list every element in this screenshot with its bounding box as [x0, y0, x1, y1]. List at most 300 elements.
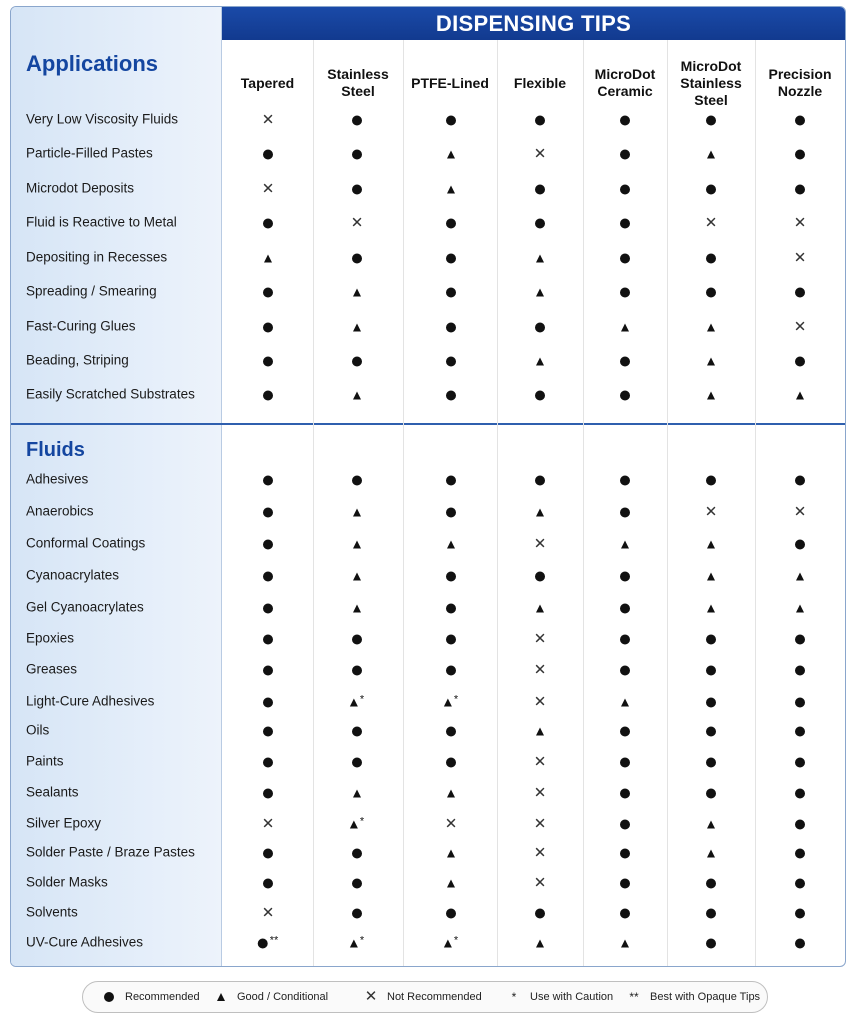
rating-cell	[620, 724, 630, 737]
row-label: Microdot Deposits	[26, 180, 135, 196]
legend-asterisk-symbol: *	[511, 990, 517, 1004]
rating-cell	[706, 786, 716, 799]
legend-item	[213, 982, 328, 1012]
row-label: Oils	[26, 722, 50, 738]
rating-cell	[621, 695, 629, 708]
good-conditional-triangle-icon	[447, 540, 455, 548]
recommended-dot-icon	[535, 115, 545, 125]
column-header: Flexible	[513, 74, 567, 91]
rating-cell	[795, 817, 805, 830]
good-conditional-triangle-icon	[447, 789, 455, 797]
good-conditional-triangle-icon	[447, 185, 455, 193]
recommended-dot-icon	[263, 218, 273, 228]
row-label: Greases	[26, 661, 78, 677]
rating-cell	[533, 661, 547, 679]
legend-item	[101, 982, 200, 1012]
rating-cell	[446, 251, 456, 264]
rating-cell	[533, 693, 547, 711]
good-conditional-triangle-icon	[353, 604, 361, 612]
recommended-dot-icon	[446, 603, 456, 613]
recommended-dot-icon	[620, 149, 630, 159]
recommended-dot-icon	[446, 322, 456, 332]
rating-cell	[446, 505, 456, 518]
rating-cell	[533, 874, 547, 892]
good-conditional-triangle-icon	[621, 698, 629, 706]
legend-label: Use with Caution	[530, 991, 614, 1003]
recommended-dot-icon	[795, 287, 805, 297]
rating-cell	[263, 846, 273, 859]
caution-asterisk-note: **	[269, 934, 279, 947]
row-label: Silver Epoxy	[26, 815, 102, 831]
rating-cell	[795, 936, 805, 949]
rating-cell	[353, 569, 361, 582]
rating-cell	[447, 876, 455, 889]
good-conditional-triangle-icon	[536, 939, 544, 947]
legend-item	[363, 982, 482, 1012]
rating-cell	[353, 537, 361, 550]
recommended-dot-icon	[352, 115, 362, 125]
rating-cell	[446, 663, 456, 676]
rating-cell	[263, 320, 273, 333]
rating-cell	[446, 113, 456, 126]
rating-cell	[620, 251, 630, 264]
recommended-dot-icon	[263, 287, 273, 297]
rating-cell	[620, 876, 630, 889]
recommended-dot-icon	[352, 149, 362, 159]
recommended-dot-icon	[535, 322, 545, 332]
recommended-dot-icon	[706, 475, 716, 485]
recommended-dot-icon	[620, 634, 630, 644]
rating-cell	[620, 113, 630, 126]
rating-cell	[704, 214, 718, 232]
recommended-dot-icon	[620, 665, 630, 675]
rating-cell	[620, 473, 630, 486]
rating-cell	[535, 182, 545, 195]
good-conditional-triangle-icon	[707, 391, 715, 399]
rating-cell	[263, 663, 273, 676]
column-separator	[313, 40, 314, 966]
section-title: Applications	[26, 51, 159, 76]
recommended-dot-icon	[620, 757, 630, 767]
rating-cell	[706, 113, 716, 126]
recommended-dot-icon	[795, 697, 805, 707]
recommended-dot-icon	[263, 726, 273, 736]
good-conditional-triangle-icon	[217, 993, 225, 1001]
recommended-dot-icon	[446, 726, 456, 736]
rating-cell	[620, 755, 630, 768]
rating-cell	[353, 601, 361, 614]
recommended-dot-icon	[446, 253, 456, 263]
rating-cell	[707, 846, 715, 859]
rating-cell	[263, 755, 273, 768]
rating-cell	[707, 817, 715, 830]
not-recommended-x-icon: ✕	[533, 815, 547, 833]
legend-label: Recommended	[125, 991, 200, 1003]
legend-symbol	[363, 988, 379, 1005]
not-recommended-x-icon: ✕	[261, 180, 275, 198]
rating-cell	[446, 388, 456, 401]
rating-cell	[706, 755, 716, 768]
column-separator	[755, 40, 756, 966]
good-conditional-triangle-icon	[621, 323, 629, 331]
rating-cell	[352, 663, 362, 676]
not-recommended-x-icon: ✕	[793, 318, 807, 336]
good-conditional-triangle-icon	[707, 604, 715, 612]
rating-cell	[352, 113, 362, 126]
rating-cell	[446, 320, 456, 333]
rating-cell	[795, 113, 805, 126]
recommended-dot-icon	[795, 539, 805, 549]
rating-cell	[707, 388, 715, 401]
rating-cell	[707, 147, 715, 160]
good-conditional-triangle-icon	[621, 540, 629, 548]
recommended-dot-icon	[620, 908, 630, 918]
rating-cell	[263, 724, 273, 737]
not-recommended-x-icon: ✕	[704, 503, 718, 521]
rating-cell	[535, 320, 545, 333]
recommended-dot-icon	[706, 788, 716, 798]
good-conditional-triangle-icon	[536, 604, 544, 612]
good-conditional-triangle-icon	[350, 939, 358, 947]
rating-cell	[793, 318, 807, 336]
rating-cell	[446, 285, 456, 298]
recommended-dot-icon	[352, 878, 362, 888]
rating-cell	[353, 320, 361, 333]
rating-cell	[444, 695, 458, 708]
rating-cell	[536, 505, 544, 518]
rating-cell	[706, 182, 716, 195]
recommended-dot-icon	[706, 697, 716, 707]
column-separator	[403, 40, 404, 966]
row-label: Beading, Striping	[26, 352, 129, 368]
rating-cell	[353, 786, 361, 799]
not-recommended-x-icon: ✕	[704, 214, 718, 232]
rating-cell	[446, 473, 456, 486]
rating-cell	[263, 473, 273, 486]
good-conditional-triangle-icon	[707, 820, 715, 828]
rating-cell	[620, 786, 630, 799]
rating-cell	[706, 632, 716, 645]
rating-cell	[350, 817, 364, 830]
rating-cell	[352, 251, 362, 264]
recommended-dot-icon	[535, 571, 545, 581]
rating-cell	[621, 320, 629, 333]
rating-cell	[263, 786, 273, 799]
rating-cell	[533, 844, 547, 862]
not-recommended-x-icon: ✕	[533, 844, 547, 862]
row-label: Paints	[26, 753, 64, 769]
rating-cell	[706, 695, 716, 708]
rating-cell	[353, 285, 361, 298]
row-label: Anaerobics	[26, 503, 94, 519]
rating-cell	[620, 505, 630, 518]
rating-cell	[795, 663, 805, 676]
recommended-dot-icon	[620, 475, 630, 485]
good-conditional-triangle-icon	[350, 698, 358, 706]
recommended-dot-icon	[446, 571, 456, 581]
rating-cell	[264, 251, 272, 264]
recommended-dot-icon	[535, 390, 545, 400]
recommended-dot-icon	[795, 726, 805, 736]
good-conditional-triangle-icon	[353, 789, 361, 797]
rating-cell	[795, 846, 805, 859]
good-conditional-triangle-icon	[264, 254, 272, 262]
recommended-dot-icon	[263, 634, 273, 644]
good-conditional-triangle-icon	[707, 849, 715, 857]
recommended-dot-icon	[706, 908, 716, 918]
not-recommended-x-icon: ✕	[533, 145, 547, 163]
row-label: UV-Cure Adhesives	[26, 934, 144, 950]
not-recommended-x-icon: ✕	[533, 693, 547, 711]
good-conditional-triangle-icon	[447, 849, 455, 857]
good-conditional-triangle-icon	[447, 150, 455, 158]
recommended-dot-icon	[620, 287, 630, 297]
rating-cell	[704, 503, 718, 521]
recommended-dot-icon	[706, 115, 716, 125]
recommended-dot-icon	[795, 475, 805, 485]
recommended-dot-icon	[795, 184, 805, 194]
rating-cell	[535, 113, 545, 126]
recommended-dot-icon	[352, 908, 362, 918]
rating-cell	[535, 473, 545, 486]
rating-cell	[707, 569, 715, 582]
rating-cell	[352, 473, 362, 486]
recommended-dot-icon	[706, 287, 716, 297]
good-conditional-triangle-icon	[353, 508, 361, 516]
column-separator	[583, 40, 584, 966]
recommended-dot-icon	[795, 938, 805, 948]
not-recommended-x-icon: ✕	[261, 904, 275, 922]
recommended-dot-icon	[620, 218, 630, 228]
legend-label: Not Recommended	[387, 991, 482, 1003]
column-separator	[497, 40, 498, 966]
caution-asterisk-note: *	[359, 693, 365, 706]
recommended-dot-icon	[263, 322, 273, 332]
rating-cell	[261, 111, 275, 129]
rating-cell	[447, 147, 455, 160]
recommended-dot-icon	[535, 908, 545, 918]
rating-cell	[261, 904, 275, 922]
good-conditional-triangle-icon	[707, 540, 715, 548]
rating-cell	[707, 354, 715, 367]
rating-cell	[446, 354, 456, 367]
row-label: Solder Paste / Braze Pastes	[26, 844, 195, 860]
column-header: MicroDot Ceramic	[594, 66, 656, 99]
recommended-dot-icon	[706, 757, 716, 767]
rating-cell	[352, 846, 362, 859]
recommended-dot-icon	[258, 938, 268, 948]
recommended-dot-icon	[263, 390, 273, 400]
not-recommended-x-icon: ✕	[793, 214, 807, 232]
legend-label: Good / Conditional	[237, 991, 329, 1003]
rating-cell	[533, 784, 547, 802]
column-separator	[667, 40, 668, 966]
rating-cell	[444, 815, 458, 833]
rating-cell	[707, 320, 715, 333]
rating-cell	[620, 632, 630, 645]
recommended-dot-icon	[263, 603, 273, 613]
rating-cell	[706, 473, 716, 486]
rating-cell	[263, 537, 273, 550]
section-divider	[11, 423, 845, 425]
good-conditional-triangle-icon	[536, 288, 544, 296]
rating-cell	[536, 601, 544, 614]
recommended-dot-icon	[706, 253, 716, 263]
recommended-dot-icon	[620, 356, 630, 366]
rating-cell	[536, 354, 544, 367]
recommended-dot-icon	[352, 356, 362, 366]
recommended-dot-icon	[620, 848, 630, 858]
rating-cell	[444, 936, 458, 949]
recommended-dot-icon	[446, 287, 456, 297]
recommended-dot-icon	[620, 507, 630, 517]
good-conditional-triangle-icon	[707, 150, 715, 158]
recommended-dot-icon	[352, 475, 362, 485]
rating-cell	[350, 695, 364, 708]
not-recommended-x-icon: ✕	[444, 815, 458, 833]
recommended-dot-icon	[446, 475, 456, 485]
good-conditional-triangle-icon	[353, 391, 361, 399]
rating-cell	[620, 846, 630, 859]
rating-cell	[261, 815, 275, 833]
recommended-dot-icon	[352, 757, 362, 767]
recommended-dot-icon	[263, 507, 273, 517]
rating-cell	[350, 214, 364, 232]
rating-cell	[536, 724, 544, 737]
rating-cell	[352, 755, 362, 768]
recommended-dot-icon	[352, 253, 362, 263]
recommended-dot-icon	[263, 788, 273, 798]
recommended-dot-icon	[446, 218, 456, 228]
rating-cell	[795, 285, 805, 298]
rating-cell	[620, 285, 630, 298]
row-label: Very Low Viscosity Fluids	[26, 111, 179, 127]
column-header: MicroDot Stainless Steel	[680, 57, 742, 108]
recommended-dot-icon	[446, 908, 456, 918]
caution-asterisk-note: *	[453, 693, 459, 706]
recommended-dot-icon	[263, 665, 273, 675]
recommended-dot-icon	[795, 356, 805, 366]
rating-cell	[795, 786, 805, 799]
rating-cell	[263, 876, 273, 889]
dispensing-tips-chart	[10, 6, 846, 967]
rating-cell	[795, 724, 805, 737]
rating-cell	[706, 251, 716, 264]
rating-cell	[533, 145, 547, 163]
legend-symbol	[101, 992, 117, 1002]
rating-cell	[446, 632, 456, 645]
recommended-dot-icon	[446, 356, 456, 366]
recommended-dot-icon	[535, 218, 545, 228]
rating-cell	[446, 569, 456, 582]
good-conditional-triangle-icon	[796, 391, 804, 399]
rating-cell	[263, 216, 273, 229]
recommended-dot-icon	[446, 115, 456, 125]
good-conditional-triangle-icon	[444, 939, 452, 947]
recommended-dot-icon	[795, 757, 805, 767]
recommended-dot-icon	[263, 697, 273, 707]
rating-cell	[536, 251, 544, 264]
rating-cell	[795, 906, 805, 919]
rating-cell	[353, 505, 361, 518]
rating-cell	[447, 182, 455, 195]
caution-asterisk-note: *	[453, 934, 459, 947]
not-recommended-x-icon: ✕	[533, 874, 547, 892]
good-conditional-triangle-icon	[621, 939, 629, 947]
recommended-dot-icon	[263, 757, 273, 767]
rating-cell	[620, 906, 630, 919]
recommended-dot-icon	[263, 356, 273, 366]
recommended-dot-icon	[104, 992, 114, 1002]
rating-cell	[352, 632, 362, 645]
recommended-dot-icon	[795, 665, 805, 675]
rating-cell	[796, 601, 804, 614]
column-header: Tapered	[240, 74, 295, 91]
rating-cell	[706, 724, 716, 737]
rating-cell	[533, 630, 547, 648]
recommended-dot-icon	[620, 115, 630, 125]
section-title: Fluids	[26, 439, 85, 461]
legend-symbol	[213, 993, 229, 1001]
recommended-dot-icon	[706, 938, 716, 948]
row-label: Particle-Filled Pastes	[26, 145, 153, 161]
rating-cell	[795, 632, 805, 645]
recommended-dot-icon	[263, 848, 273, 858]
rating-cell	[447, 786, 455, 799]
rating-cell	[795, 182, 805, 195]
recommended-dot-icon	[795, 878, 805, 888]
not-recommended-x-icon: ✕	[533, 784, 547, 802]
rating-cell	[446, 906, 456, 919]
good-conditional-triangle-icon	[353, 288, 361, 296]
rating-cell	[621, 537, 629, 550]
good-conditional-triangle-icon	[447, 879, 455, 887]
rating-cell	[795, 876, 805, 889]
rating-cell	[536, 936, 544, 949]
rating-cell	[620, 569, 630, 582]
recommended-dot-icon	[795, 149, 805, 159]
recommended-dot-icon	[263, 878, 273, 888]
rating-cell	[352, 354, 362, 367]
recommended-dot-icon	[620, 184, 630, 194]
rating-cell	[706, 936, 716, 949]
rating-cell	[795, 755, 805, 768]
rating-cell	[446, 601, 456, 614]
rating-cell	[706, 876, 716, 889]
row-label: Solder Masks	[26, 874, 108, 890]
rating-cell	[706, 285, 716, 298]
row-label: Sealants	[26, 784, 79, 800]
rating-cell	[795, 147, 805, 160]
rating-cell	[352, 182, 362, 195]
rating-cell	[258, 936, 279, 949]
row-label: Adhesives	[26, 471, 89, 487]
rating-cell	[795, 537, 805, 550]
recommended-dot-icon	[706, 634, 716, 644]
legend-item	[506, 982, 613, 1012]
good-conditional-triangle-icon	[536, 727, 544, 735]
recommended-dot-icon	[620, 253, 630, 263]
rating-cell	[263, 285, 273, 298]
recommended-dot-icon	[706, 726, 716, 736]
recommended-dot-icon	[446, 757, 456, 767]
rating-cell	[446, 216, 456, 229]
rating-cell	[535, 906, 545, 919]
row-label: Cyanoacrylates	[26, 567, 120, 583]
rating-cell	[263, 505, 273, 518]
rating-cell	[620, 147, 630, 160]
rating-cell	[793, 214, 807, 232]
